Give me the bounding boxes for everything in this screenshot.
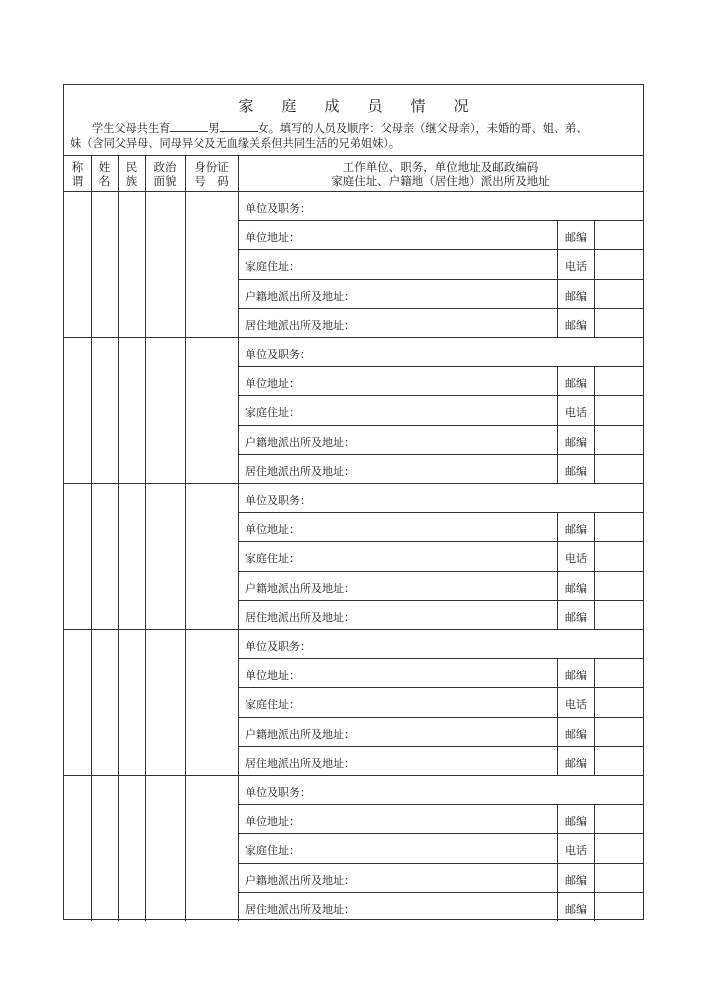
- sub-row-divider: [238, 863, 643, 864]
- member-field-label: 户籍地派出所及地址：: [245, 435, 355, 449]
- column-divider: [238, 156, 239, 921]
- member-field-caption: 邮编: [565, 464, 587, 478]
- member-field-label: 家庭住址：: [245, 552, 300, 566]
- member-field-caption: 邮编: [565, 902, 587, 916]
- header-relation: 称 谓: [71, 159, 84, 188]
- title-section: [64, 85, 643, 156]
- member-field-caption: 邮编: [565, 377, 587, 391]
- member-field-label: 居住地派出所及地址：: [245, 464, 355, 478]
- sub-row-divider: [238, 220, 643, 221]
- sub-row-divider: [238, 308, 643, 309]
- member-field-label: 单位及职务：: [245, 348, 311, 361]
- form-title: 家庭成员情况: [238, 97, 497, 115]
- member-field-label: 居住地派出所及地址：: [245, 610, 355, 624]
- family-members-form: [63, 84, 644, 920]
- intro-line2: 妹（含同父异母、同母异父及无血缘关系但共同生活的兄弟姐妹）。: [70, 137, 401, 150]
- member-field-caption: 邮编: [565, 756, 587, 770]
- sub-row-divider: [238, 571, 643, 572]
- intro-part2: 男: [208, 122, 220, 135]
- sub-row-divider: [238, 833, 643, 834]
- sub-row-divider: [238, 687, 643, 688]
- member-block-divider: [64, 775, 643, 776]
- intro-part1: 学生父母共生育: [92, 122, 171, 135]
- member-field-label: 单位及职务：: [245, 494, 311, 507]
- sub-row-divider: [238, 746, 643, 747]
- header-name: 姓 名: [98, 159, 111, 188]
- member-field-caption: 邮编: [565, 727, 587, 741]
- member-field-label: 家庭住址：: [245, 260, 300, 274]
- member-field-label: 户籍地派出所及地址：: [245, 581, 355, 595]
- intro-part3: 女。填写的人员及顺序：父母亲（继父母亲），未婚的哥、姐、弟、: [257, 122, 588, 135]
- sub-row-divider: [238, 366, 643, 367]
- member-field-caption: 电话: [565, 552, 587, 566]
- sons-count-field[interactable]: [170, 121, 208, 132]
- member-field-label: 户籍地派出所及地址：: [245, 289, 355, 303]
- member-field-caption: 邮编: [565, 873, 587, 887]
- member-block-divider: [64, 483, 643, 484]
- member-field-caption: 邮编: [565, 610, 587, 624]
- member-field-label: 家庭住址：: [245, 698, 300, 712]
- member-field-label: 单位及职务：: [245, 640, 311, 653]
- member-field-label: 单位地址：: [245, 523, 300, 537]
- sub-row-divider: [238, 425, 643, 426]
- member-field-caption: 电话: [565, 698, 587, 712]
- daughters-count-field[interactable]: [220, 121, 258, 132]
- column-divider: [91, 156, 92, 921]
- member-field-label: 单位地址：: [245, 377, 300, 391]
- member-field-label: 单位地址：: [245, 815, 300, 829]
- member-field-caption: 电话: [565, 260, 587, 274]
- sub-row-divider: [238, 279, 643, 280]
- sub-row-divider: [238, 541, 643, 542]
- header-divider: [64, 191, 643, 192]
- member-field-label: 单位及职务：: [245, 202, 311, 215]
- member-field-caption: 邮编: [565, 523, 587, 537]
- member-field-caption: 邮编: [565, 318, 587, 332]
- member-block-divider: [64, 337, 643, 338]
- member-field-label: 单位及职务：: [245, 786, 311, 799]
- intro-text: [70, 121, 638, 151]
- member-field-caption: 邮编: [565, 581, 587, 595]
- member-field-label: 居住地派出所及地址：: [245, 756, 355, 770]
- member-field-caption: 邮编: [565, 289, 587, 303]
- column-divider: [145, 156, 146, 921]
- header-ethnicity: 民 族: [125, 159, 138, 188]
- column-divider: [185, 156, 186, 921]
- sub-row-divider: [238, 512, 643, 513]
- member-field-label: 家庭住址：: [245, 844, 300, 858]
- header-political-status: 政治 面貌: [153, 159, 177, 188]
- member-field-caption: 邮编: [565, 231, 587, 245]
- member-field-label: 单位地址：: [245, 669, 300, 683]
- member-field-label: 户籍地派出所及地址：: [245, 873, 355, 887]
- member-field-caption: 电话: [565, 844, 587, 858]
- member-field-label: 单位地址：: [245, 231, 300, 245]
- header-work-address-info: 工作单位、职务，单位地址及邮政编码 家庭住址、户籍地（居住地）派出所及地址: [331, 159, 550, 188]
- member-field-caption: 邮编: [565, 669, 587, 683]
- sub-row-divider: [238, 249, 643, 250]
- sub-row-divider: [238, 600, 643, 601]
- sub-row-divider: [238, 454, 643, 455]
- sub-row-divider: [238, 892, 643, 893]
- member-field-label: 居住地派出所及地址：: [245, 318, 355, 332]
- member-field-label: 居住地派出所及地址：: [245, 902, 355, 916]
- member-field-caption: 邮编: [565, 815, 587, 829]
- sub-row-divider: [238, 395, 643, 396]
- member-field-label: 家庭住址：: [245, 406, 300, 420]
- column-divider: [118, 156, 119, 921]
- sub-row-divider: [238, 804, 643, 805]
- member-field-label: 户籍地派出所及地址：: [245, 727, 355, 741]
- member-block-divider: [64, 629, 643, 630]
- header-id-number: 身份证 号 码: [194, 159, 229, 188]
- sub-row-divider: [238, 717, 643, 718]
- member-field-caption: 电话: [565, 406, 587, 420]
- member-field-caption: 邮编: [565, 435, 587, 449]
- sub-row-divider: [238, 658, 643, 659]
